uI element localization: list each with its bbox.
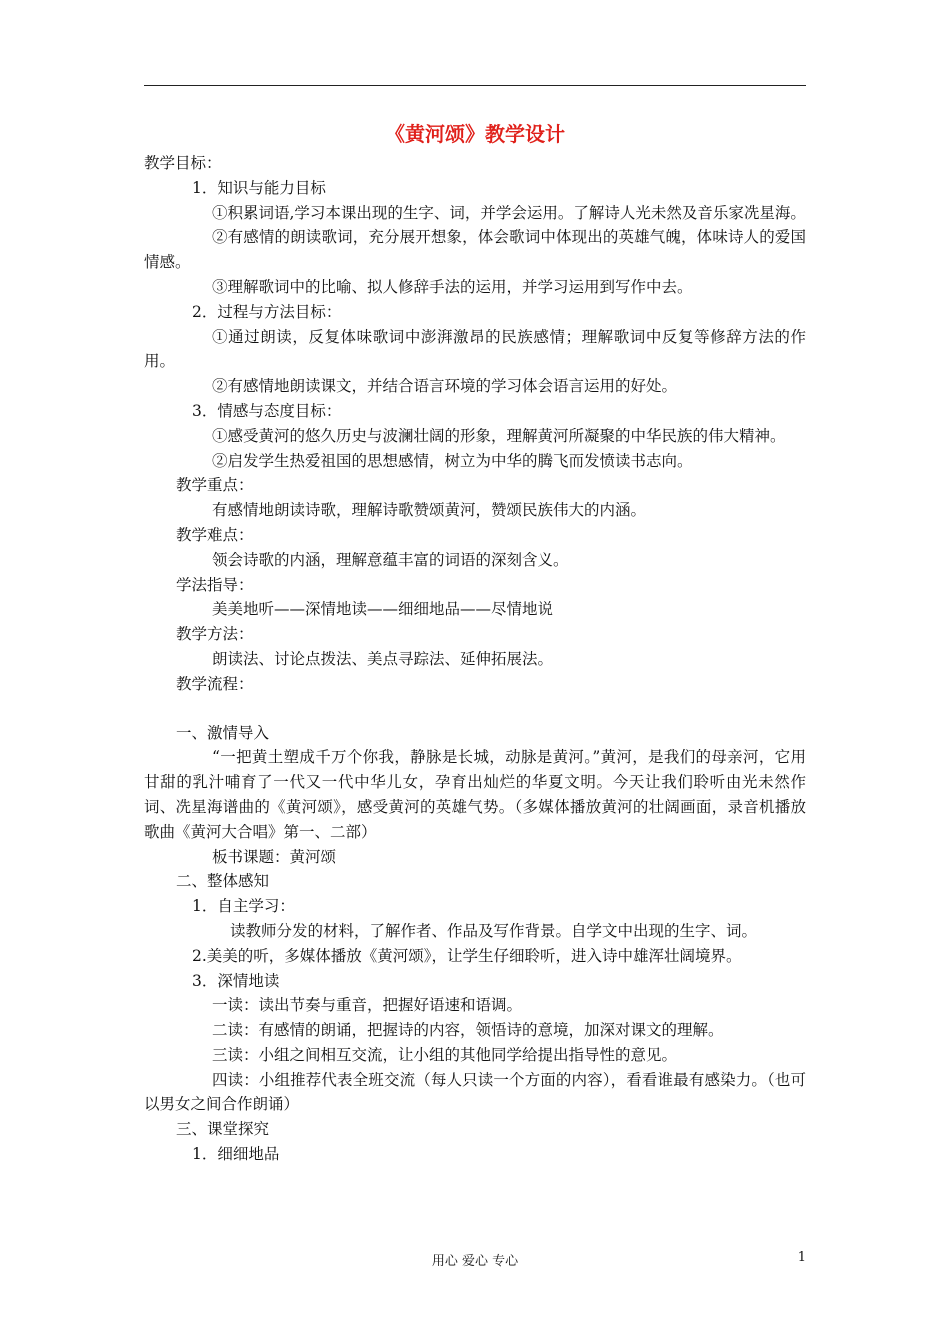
section2-read2: 二读：有感情的朗诵，把握诗的内容，领悟诗的意境，加深对课文的理解。 [212, 1021, 724, 1040]
goal3-paragraph-2: ②启发学生热爱祖国的思想感情，树立为中华的腾飞而发愤读书志向。 [212, 451, 693, 470]
keypoint-heading: 教学重点： [176, 476, 254, 495]
section3-item1: 1．细细地品 [192, 1145, 280, 1164]
document-title: 《黄河颂》教学设计 [385, 122, 565, 146]
difficulty-heading: 教学难点： [176, 525, 254, 544]
keypoint-text: 有感情地朗读诗歌，理解诗歌赞颂黄河，赞颂民族伟大的内涵。 [212, 501, 647, 520]
section1-heading: 一、激情导入 [176, 723, 270, 742]
spacer [144, 697, 806, 721]
study-text: 美美地听——深情地读——细细地品——尽情地说 [212, 600, 554, 619]
goals-heading: 教学目标： [144, 154, 222, 172]
header-rule [144, 85, 806, 86]
flow-heading: 教学流程： [176, 674, 254, 693]
goal3-heading: 3．情感与态度目标： [192, 401, 342, 420]
section1-paragraph: “一把黄土塑成千万个你我，静脉是长城，动脉是黄河。”黄河，是我们的母亲河，它用甘甜的乳汁哺育了一代又一代中华儿女，孕育出灿烂的华夏文明。今天让我们聆听由光未然作词、冼星海谱曲的《黄河颂》，感受黄河的英雄气势。（多媒体播放黄河的壮阔画面，录音机播放歌曲《黄河大合唱》第一、二部） [144, 748, 806, 841]
section2-item1-text: 读教师分发的材料，了解作者、作品及写作背景。自学文中出现的生字、词。 [230, 921, 758, 940]
page-number: 1 [797, 1250, 806, 1265]
footer-motto: 用心 爱心 专心 [431, 1254, 519, 1269]
goal2-heading: 2．过程与方法目标： [192, 302, 342, 321]
method-text: 朗读法、讨论点拨法、美点寻踪法、延伸拓展法。 [212, 649, 554, 668]
section2-item1: 1．自主学习： [192, 897, 295, 916]
goal1-paragraph-2: ②有感情的朗读歌词，充分展开想象，体会歌词中体现出的英雄气魄，体味诗人的爱国情感。 [144, 228, 806, 272]
goal1-paragraph-3: ③理解歌词中的比喻、拟人修辞手法的运用，并学习运用到写作中去。 [212, 277, 693, 296]
section2-read4: 四读：小组推荐代表全班交流（每人只读一个方面的内容），看看谁最有感染力。（也可以男女之间合作朗诵） [144, 1070, 806, 1114]
section2-item2: 2.美美的听，多媒体播放《黄河颂》，让学生仔细聆听，进入诗中雄浑壮阔境界。 [192, 946, 742, 965]
difficulty-text: 领会诗歌的内涵，理解意蕴丰富的词语的深刻含义。 [212, 550, 569, 569]
document-body [144, 120, 806, 1167]
goal2-paragraph-1: ①通过朗读，反复体味歌词中澎湃激昂的民族感情；理解歌词中反复等修辞方法的作用。 [144, 327, 806, 371]
study-heading: 学法指导： [176, 575, 254, 594]
section2-read1: 一读：读出节奏与重音，把握好语速和语调。 [212, 996, 523, 1015]
method-heading: 教学方法： [176, 625, 254, 644]
section2-heading: 二、整体感知 [176, 872, 270, 891]
section2-read3: 三读：小组之间相互交流，让小组的其他同学给提出指导性的意见。 [212, 1045, 678, 1064]
section2-item3: 3．深情地读 [192, 971, 280, 990]
goal1-heading: 1．知识与能力目标 [192, 178, 326, 197]
section3-heading: 三、课堂探究 [176, 1120, 270, 1139]
section1-board-title: 板书课题：黄河颂 [212, 847, 337, 866]
goal3-paragraph-1: ①感受黄河的悠久历史与波澜壮阔的形象，理解黄河所凝聚的中华民族的伟大精神。 [212, 426, 786, 445]
page-footer [0, 1250, 950, 1270]
goal1-paragraph-1: ①积累词语,学习本课出现的生字、词，并学会运用。了解诗人光未然及音乐家冼星海。 [212, 203, 806, 222]
goal2-paragraph-2: ②有感情地朗读课文，并结合语言环境的学习体会语言运用的好处。 [212, 377, 678, 396]
